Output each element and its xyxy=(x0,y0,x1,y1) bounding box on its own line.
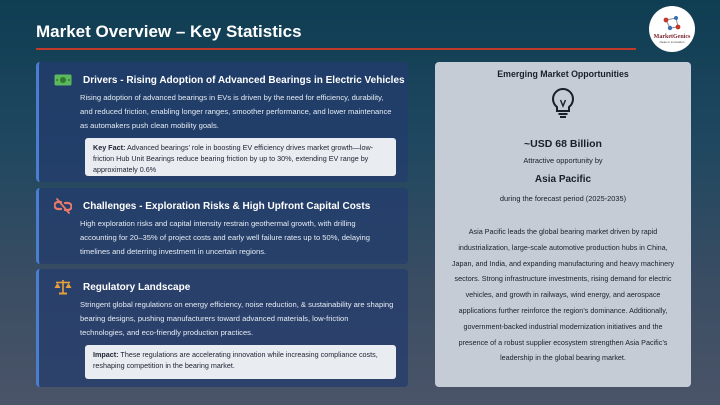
network-icon xyxy=(661,15,683,33)
key-fact-label: Key Fact: xyxy=(93,143,126,152)
impact-text: These regulations are accelerating innovation while increasing compliance costs, reshaping competition in the bearing market. xyxy=(93,350,378,370)
drivers-card xyxy=(36,62,408,182)
title-divider xyxy=(36,48,636,50)
key-fact-text: Advanced bearings’ role in boosting EV efficiency drives market growth—low-friction Hub Unit Bearings reduce bearing friction by up to 30%, extending EV range by approximately 0.6% xyxy=(93,143,374,174)
logo-name: MarketGenics xyxy=(653,33,691,40)
forecast-period: during the forecast period (2025-2035) xyxy=(499,194,627,203)
key-fact-callout xyxy=(85,138,396,176)
regulatory-body: Stringent global regulations on energy efficiency, noise reduction, & sustainability are shaping bearing designs, pushing manufacturers toward advanced materials, low-friction technologies, and eco-friendly production practices. xyxy=(80,300,394,337)
drivers-body: Rising adoption of advanced bearings in EVs is driven by the need for efficiency, durability, and reduced friction, enabling longer ranges, smoother performance, and lower maintenance as automakers push clean mobility goals. xyxy=(80,93,392,130)
regulatory-title: Regulatory Landscape xyxy=(83,281,191,293)
opportunity-value: ~USD 68 Billion xyxy=(524,138,602,150)
scales-icon xyxy=(53,279,73,295)
impact-label: Impact: xyxy=(93,350,119,359)
challenges-body: High exploration risks and capital intensity restrain geothermal growth, with drilling accounting for 20–35% of project costs and early well failure rates up to 50%, delaying timelines and deterring investment in uncertain regions. xyxy=(80,219,370,256)
money-icon xyxy=(53,72,73,88)
challenges-title: Challenges - Exploration Risks & High Upfront Capital Costs xyxy=(83,200,371,212)
region-description: Asia Pacific leads the global bearing market driven by rapid industrialization, large-scale automotive production hubs in China, Japan, and India, and expanding manufacturing and heavy machinery sectors. Strong infrastructure investments, rising demand for electric vehicles, and growth in railways, wind energy, and aerospace applications further reinforce the region’s dominance. Additionally, government-backed industrial modernization initiatives and the presence of a robust supplier ecosystem strengthen Asia Pacific’s leadership in the global bearing market. xyxy=(451,227,675,363)
challenges-card xyxy=(36,188,408,264)
broken-link-icon xyxy=(53,198,73,214)
panel-title: Emerging Market Opportunities xyxy=(497,69,629,79)
regulatory-card xyxy=(36,269,408,387)
opportunity-caption: Attractive opportunity by xyxy=(523,156,603,165)
opportunities-panel xyxy=(435,62,691,387)
page-title: Market Overview – Key Statistics xyxy=(36,22,302,41)
logo-tagline: ideas in innovation xyxy=(659,39,685,44)
drivers-title: Drivers - Rising Adoption of Advanced Bearings in Electric Vehicles xyxy=(83,74,405,86)
company-logo xyxy=(649,6,695,52)
lightbulb-icon xyxy=(549,87,577,119)
opportunity-region: Asia Pacific xyxy=(534,174,592,185)
impact-callout xyxy=(85,345,396,379)
